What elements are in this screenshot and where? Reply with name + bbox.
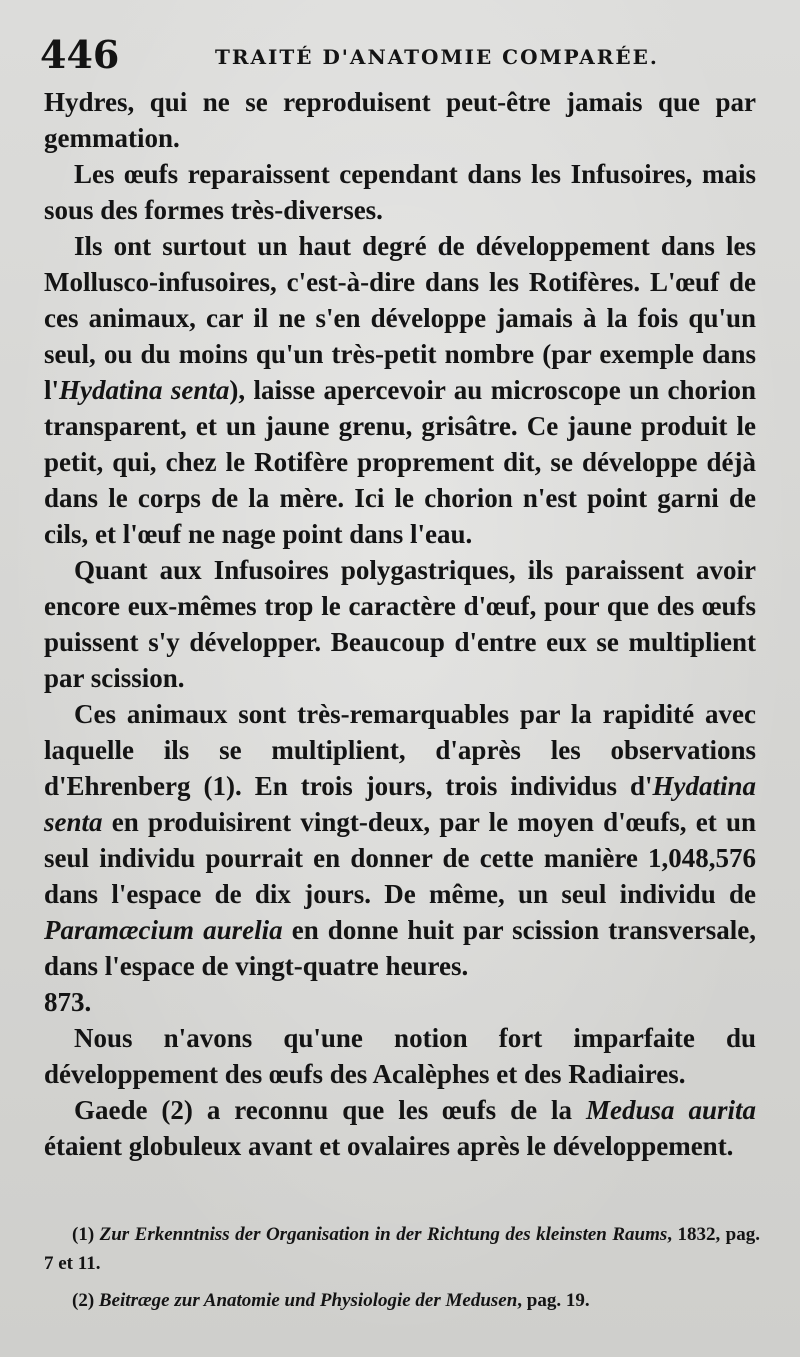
footnote-citation: , 1832, pag. 7 et 11. xyxy=(44,1224,760,1274)
paragraph xyxy=(44,696,756,984)
paragraph-continued xyxy=(44,84,756,156)
species-name: Hydatina senta xyxy=(59,375,230,405)
running-title: TRAITÉ D'ANATOMIE COMPARÉE. xyxy=(215,45,659,69)
paragraph xyxy=(44,1020,756,1092)
species-name: Medusa aurita xyxy=(586,1095,756,1125)
paragraph-text: Ils ont surtout un haut degré de développement dans les Mollusco-infusoires, c'est-à-dire dans les Rotifères. L'œuf de ces animaux, car il ne s'en développe jamais à la fois qu'un seul, ou du moins qu'un très-petit nombre (par exemple dans l' xyxy=(44,231,756,405)
paragraph-text: Quant aux Infusoires polygastriques, ils paraissent avoir encore eux-mêmes trop le caractère d'œuf, pour que des œufs puissent s'y développer. Beaucoup d'entre eux se multiplient par scission. xyxy=(44,555,756,693)
paragraph-text: Les œufs reparaissent cependant dans les Infusoires, mais sous des formes très-diverses. xyxy=(44,159,756,225)
running-head xyxy=(40,30,740,80)
paragraph xyxy=(44,228,756,552)
section-number: 873. xyxy=(44,987,92,1017)
footnote-1 xyxy=(44,1220,760,1278)
paragraph xyxy=(44,1092,756,1164)
paragraph-text: ), laisse apercevoir au microscope un chorion transparent, et un jaune grenu, grisâtre. Ce jaune produit le petit, qui, chez le Rotifère proprement dit, se développe déjà dans le corps de la mère. Ici le chorion n'est point garni de cils, et l'œuf ne nage point dans l'eau. xyxy=(44,375,756,549)
footnote-title: Beitræge zur Anatomie und Physiologie der Medusen xyxy=(98,1290,518,1311)
page-number: 446 xyxy=(40,32,120,77)
footnote-citation: , pag. 19. xyxy=(517,1290,590,1311)
footnote-title: Zur Erkenntniss der Organisation in der Richtung des kleinsten Raums xyxy=(99,1224,668,1245)
paragraph-text: Gaede (2) a reconnu que les œufs de la xyxy=(74,1095,586,1125)
species-name: Paramæcium aurelia xyxy=(44,915,283,945)
footnote-marker: (2) xyxy=(72,1290,99,1311)
paragraph-text: étaient globuleux avant et ovalaires après le développement. xyxy=(44,1131,734,1161)
footnote-2 xyxy=(44,1286,760,1315)
main-text xyxy=(44,84,756,1164)
species-name: Hydatina senta xyxy=(44,771,756,837)
paragraph-text: en donne huit par scission transversale, dans l'espace de vingt-quatre heures. xyxy=(44,915,756,981)
paragraph-text: Hydres, qui ne se reproduisent peut-être jamais que par gemmation. xyxy=(44,87,756,153)
footnotes xyxy=(44,1220,760,1315)
paragraph-text: en produisirent vingt-deux, par le moyen d'œufs, et un seul individu pourrait en donner de cette manière 1,048,576 dans l'espace de dix jours. De même, un seul individu de xyxy=(44,807,756,909)
paragraph xyxy=(44,552,756,696)
paragraph-text: Nous n'avons qu'une notion fort imparfaite du développement des œufs des Acalèphes et des Radiaires. xyxy=(44,1023,756,1089)
footnote-marker: (1) xyxy=(72,1224,100,1245)
paragraph-text: Ces animaux sont très-remarquables par la rapidité avec laquelle ils se multiplient, d'après les observations d'Ehrenberg (1). En trois jours, trois individus d' xyxy=(44,699,756,801)
paragraph xyxy=(44,156,756,228)
